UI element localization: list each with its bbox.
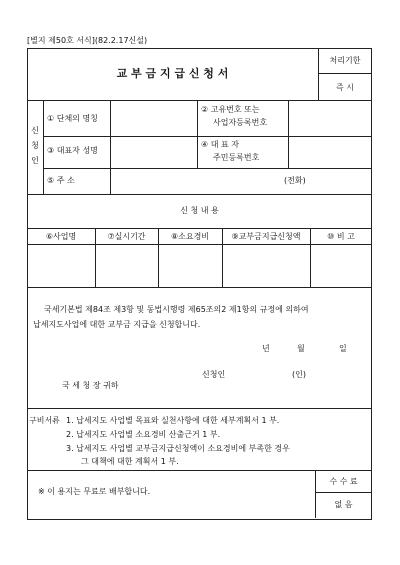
- addressee: 국 세 청 장 귀하: [62, 381, 119, 390]
- attachment-item-2: 2. 납세지도 사업별 소요경비 산출근거 1 부.: [66, 430, 221, 439]
- seal-label: (인): [292, 370, 306, 379]
- org-name-field[interactable]: [111, 101, 196, 135]
- date-day-label: 일: [339, 344, 347, 353]
- cell-remarks[interactable]: [311, 245, 371, 286]
- rep-name-label: ③ 대표자 성명: [47, 146, 98, 155]
- form-number: [별지 제50호 서식](82.2.17신설): [27, 36, 148, 45]
- phone-label: (전화): [284, 176, 306, 185]
- request-content-heading: 신 청 내 용: [180, 206, 219, 215]
- col-grant-amount: ⑨교부금지급신청액: [231, 232, 301, 241]
- rep-id-label-line2: 주민등록번호: [213, 153, 260, 162]
- address-field[interactable]: [111, 169, 371, 193]
- applicant-section-label-2: 청: [31, 141, 39, 150]
- date-year-label: 년: [262, 344, 270, 353]
- signer-label: 신청인: [202, 370, 226, 379]
- rep-id-field[interactable]: [289, 137, 371, 167]
- fee-label: 수 수 료: [329, 477, 358, 486]
- address-label: ⑤ 주 소: [47, 176, 75, 185]
- col-remarks: ⑩ 비 고: [327, 232, 355, 241]
- applicant-section-label-1: 신: [31, 126, 39, 135]
- org-name-label: ① 단체의 명칭: [47, 114, 98, 123]
- id-number-label-line2: 사업자등록번호: [213, 118, 268, 127]
- attachment-item-1: 1. 납세지도 사업별 목표와 실천사항에 대한 세부계획서 1 부.: [66, 416, 280, 425]
- cell-grant-amount[interactable]: [223, 245, 309, 286]
- attachment-item-3-line2: 그 대책에 대한 계획서 1 부.: [81, 457, 179, 466]
- rep-name-field[interactable]: [111, 137, 196, 167]
- attachment-item-3-line1: 3. 납세지도 사업별 교부금지급신청액이 소요경비에 부족한 경우: [66, 444, 290, 453]
- col-project-name: ⑥사업명: [45, 232, 77, 241]
- id-number-label-line1: ② 고유번호 또는: [201, 105, 260, 114]
- fee-value: 없 음: [334, 500, 353, 509]
- applicant-section-label-3: 인: [31, 156, 39, 165]
- date-month-label: 월: [297, 344, 305, 353]
- cell-period[interactable]: [96, 245, 157, 286]
- attachments-heading: 구비서류: [29, 416, 60, 425]
- statement-line-1: 국세기본법 제84조 제3항 및 동법시행령 제65조의2 제1항의 규정에 의하여: [44, 305, 309, 314]
- processing-period-value: 즉 시: [336, 83, 354, 92]
- col-required-cost: ⑧소요경비: [170, 232, 210, 241]
- cell-project-name[interactable]: [28, 245, 94, 286]
- statement-line-2: 납세지도사업에 대한 교부금 지급을 신청합니다.: [33, 320, 201, 329]
- processing-period-label: 처리기한: [329, 56, 361, 65]
- id-number-field[interactable]: [289, 101, 371, 135]
- cell-required-cost[interactable]: [159, 245, 221, 286]
- col-period: ⑦실시기간: [107, 232, 146, 241]
- rep-id-label-line1: ④ 대 표 자: [201, 140, 239, 149]
- form-title: 교 부 금 지 급 신 청 서: [116, 67, 229, 80]
- free-distribution-note: ※ 이 용지는 무료로 배부합니다.: [38, 487, 151, 496]
